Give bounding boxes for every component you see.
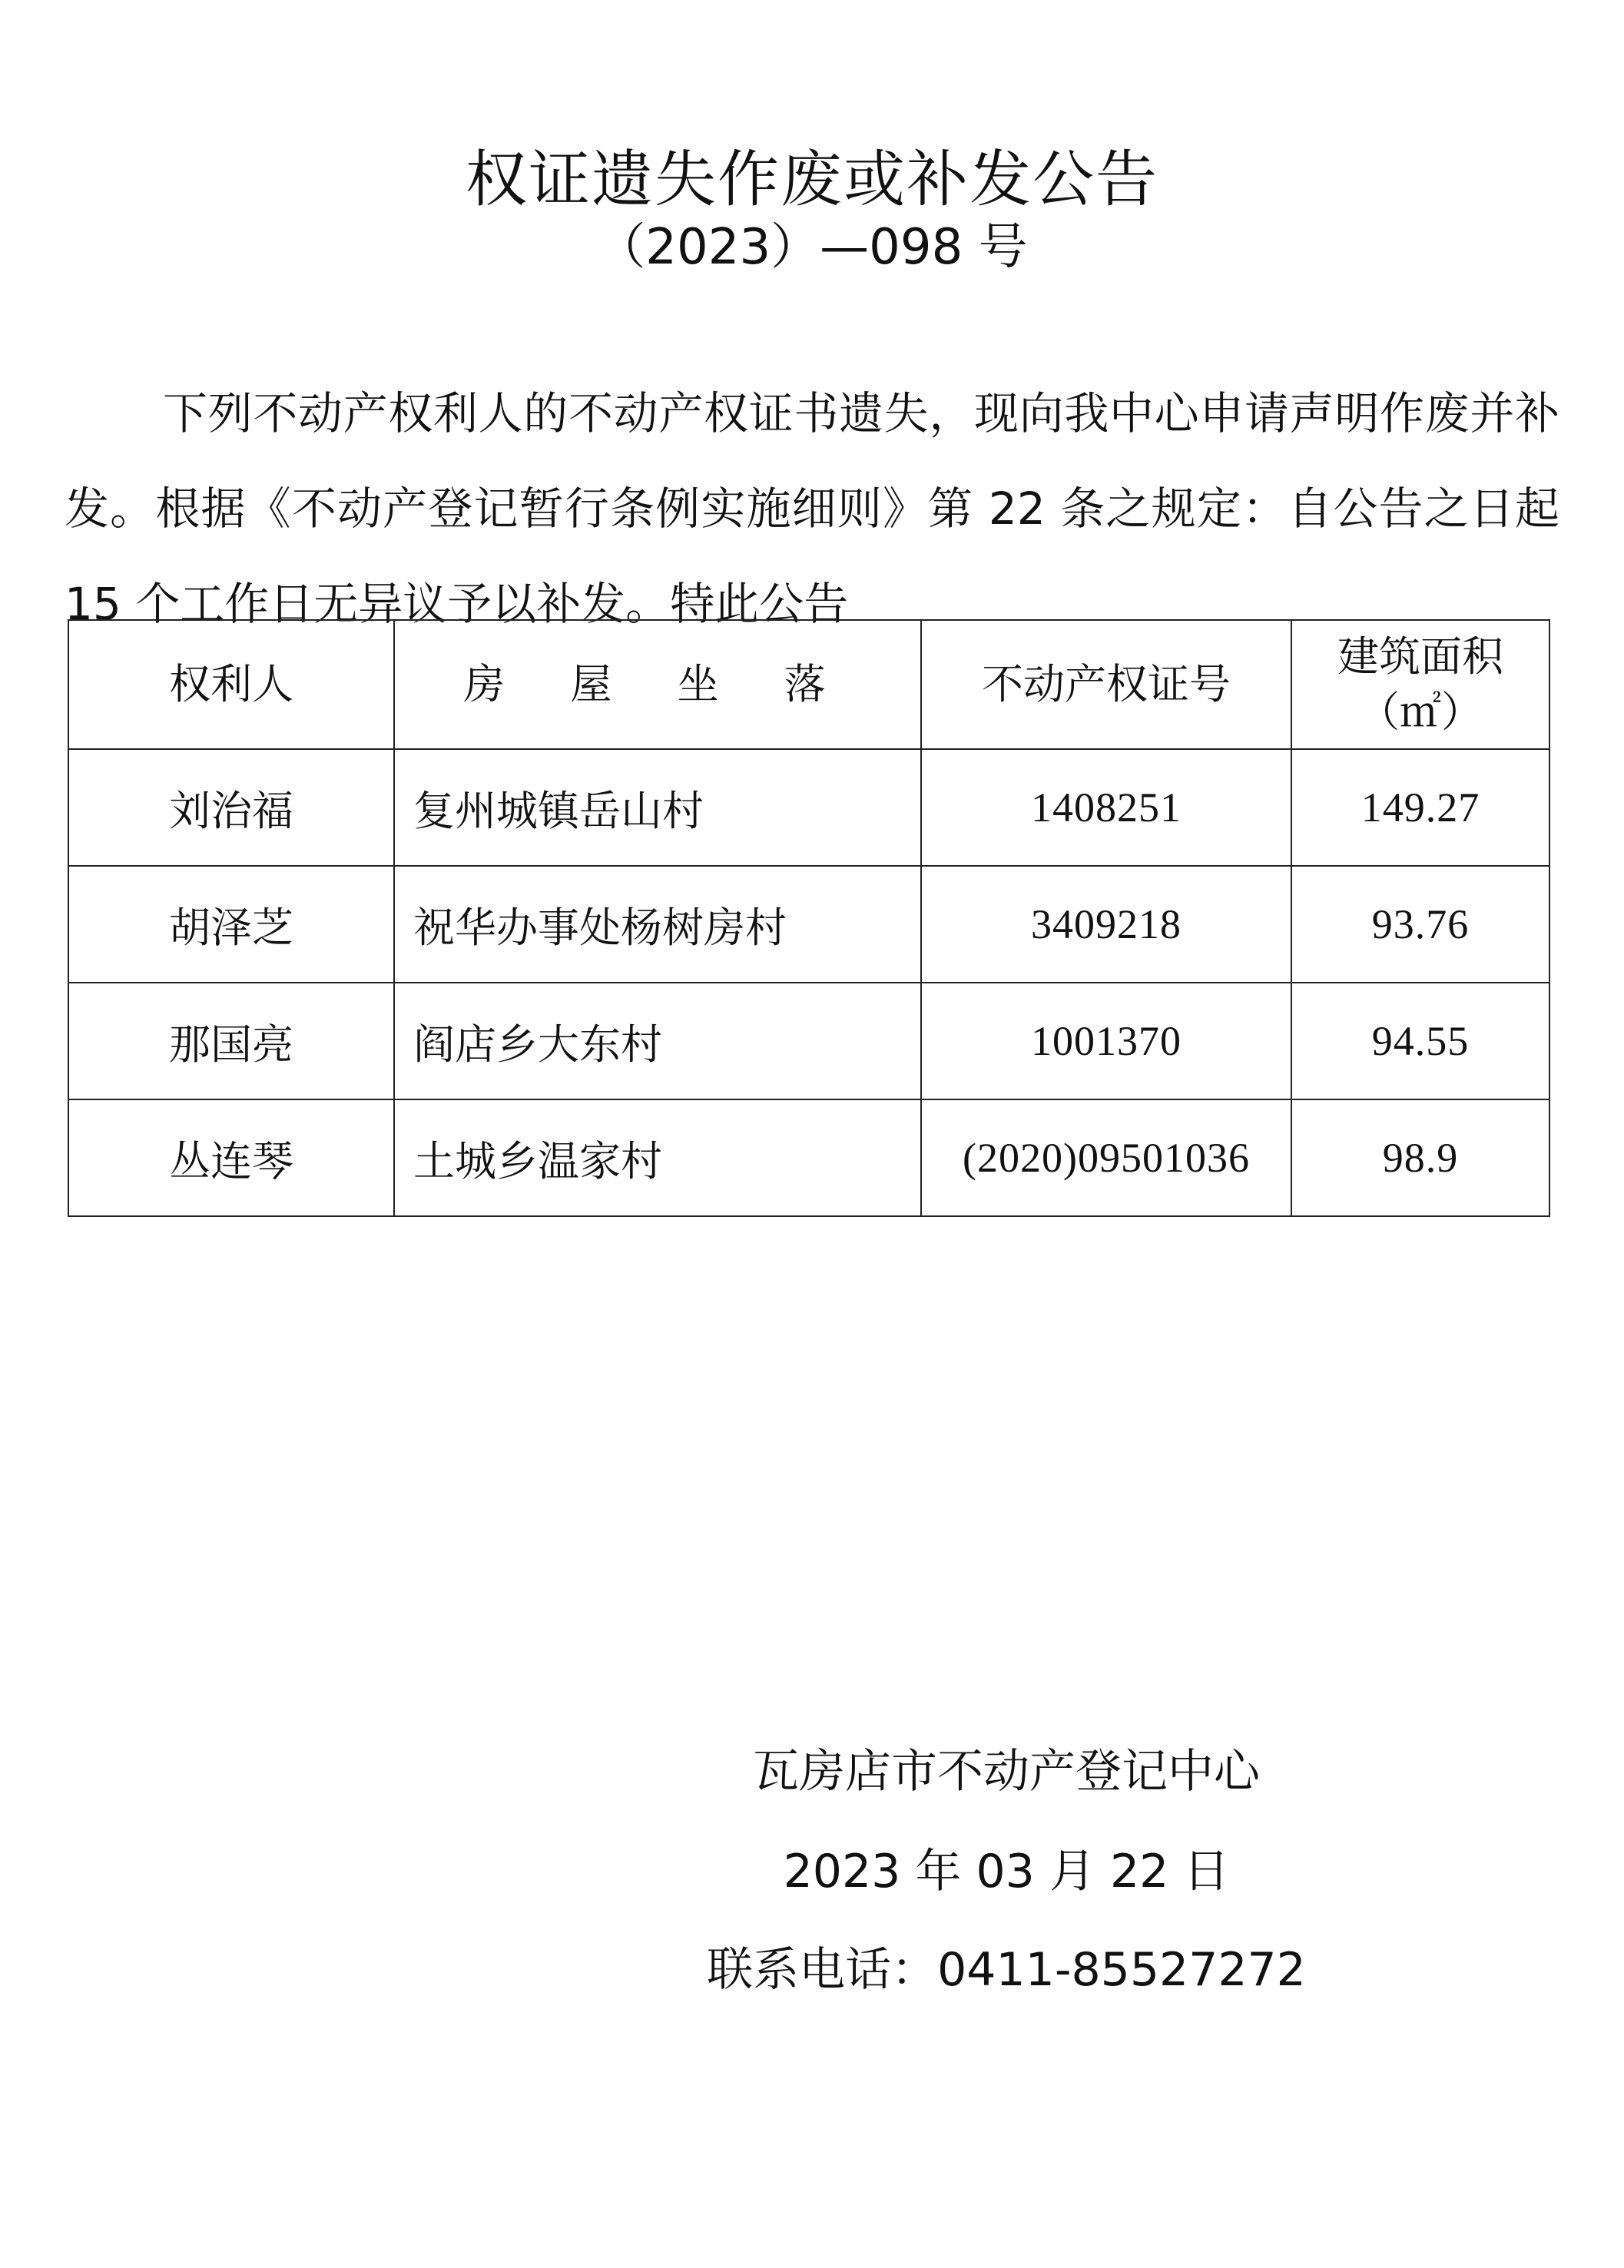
header-area-unit: （㎡）	[1358, 688, 1483, 736]
issue-date: 2023 年 03 月 22 日	[783, 1845, 1230, 1898]
cell-area: 93.76	[1291, 866, 1549, 983]
header-holder: 权利人	[68, 620, 394, 749]
cell-cert: (2020)09501036	[921, 1099, 1291, 1216]
cell-holder: 丛连琴	[68, 1099, 394, 1216]
certificate-table	[68, 619, 1550, 1217]
table-header-row	[68, 620, 1549, 749]
table-row	[68, 983, 1549, 1099]
cell-location: 土城乡温家村	[394, 1099, 921, 1216]
notice-title: 权证遗失作废或补发公告	[466, 143, 1158, 215]
cell-area: 94.55	[1291, 983, 1549, 1099]
notice-number: （2023）—098 号	[596, 219, 1028, 276]
header-area	[1291, 620, 1549, 749]
cell-area: 149.27	[1291, 749, 1549, 866]
header-location	[394, 620, 921, 749]
cell-cert: 3409218	[921, 866, 1291, 983]
header-location-label: 房 屋 坐 落	[463, 660, 852, 708]
cell-location: 阎店乡大东村	[394, 983, 921, 1099]
table-row	[68, 1099, 1549, 1216]
cell-area: 98.9	[1291, 1099, 1549, 1216]
notice-body: 下列不动产权利人的不动产权证书遗失，现向我中心申请声明作废并补发。根据《不动产登记暂行条例实施细则》第 22 条之规定：自公告之日起 15 个工作日无异议予以补发。特此公告	[65, 387, 1559, 630]
cell-location: 祝华办事处杨树房村	[394, 866, 921, 983]
cell-holder: 刘治福	[68, 749, 394, 866]
issuing-organization: 瓦房店市不动产登记中心	[753, 1745, 1260, 1799]
table-row	[68, 749, 1549, 866]
cell-cert: 1001370	[921, 983, 1291, 1099]
table-row	[68, 866, 1549, 983]
header-cert: 不动产权证号	[921, 620, 1291, 749]
cell-holder: 那国亮	[68, 983, 394, 1099]
contact-phone: 联系电话：0411-85527272	[707, 1943, 1306, 1997]
cell-location: 复州城镇岳山村	[394, 749, 921, 866]
cell-cert: 1408251	[921, 749, 1291, 866]
header-area-label: 建筑面积	[1337, 632, 1503, 681]
cell-holder: 胡泽芝	[68, 866, 394, 983]
